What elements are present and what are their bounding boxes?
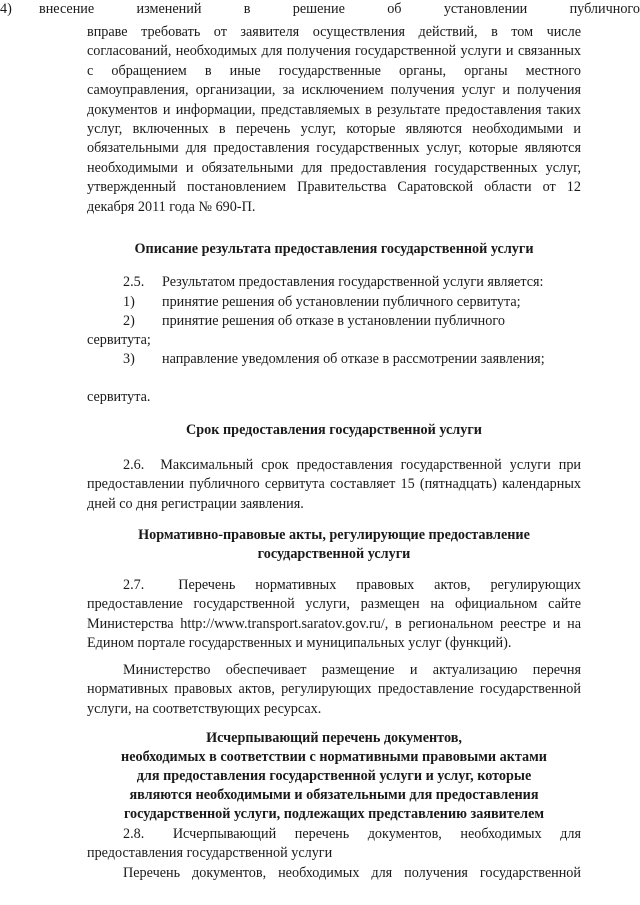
heading-acts-line-2: государственной услуги [257,546,411,562]
paragraph-2-6 [87,456,581,514]
paragraph-text: Результатом предоставления государственной услуги является: [162,274,544,290]
heading-acts-line-1: Нормативно-правовые акты, регулирующие предоставление [138,527,530,543]
paragraph-text: Максимальный срок предоставления государственной услуги при предоставлении публичного сервитута составляет 15 (пятнадцать) календарных дней со дня регистрации заявления. [87,457,582,512]
paragraph-2-8 [87,825,581,864]
list-item-1 [87,293,581,312]
list-number: 2) [123,313,135,329]
heading-docs-line-5: государственной услуги, подлежащих представлению заявителем [123,806,545,822]
list-item-3 [87,350,581,369]
list-number: 1) [123,294,135,310]
paragraph-2-7 [87,576,581,654]
list-text: внесение изменений в решение об установлении публичного [39,1,640,17]
paragraph-text: Перечень нормативных правовых актов, регулирующих предоставление государственной услуги, размещен на официальном сайте Министерства http://www.transport.saratov.gov.ru/, в региональном реестре и на Едином портале государственных и муниципальных услуг (функций). [87,577,582,652]
heading-docs-line-4: являются необходимыми и обязательными для предоставления [129,787,539,803]
heading-term: Срок предоставления государственной услуги [186,422,482,438]
paragraph-number: 2.8. [123,826,145,842]
paragraph-last: Перечень документов, необходимых для получения государственной [123,865,581,881]
heading-docs-line-1: Исчерпывающий перечень документов, [206,730,462,746]
heading-docs-line-2: необходимых в соответствии с нормативными правовыми актами [121,749,547,765]
top-paragraph: вправе требовать от заявителя осуществления действий, в том числе согласований, необходимых для получения государственной услуги и связанных с обращением в иные государственные органы, органы местного самоуправления, организации, за исключением получения услуг и получения документов и информации, представляемых в результате предоставления таких услуг, включенных в перечень услуг, которые являются необходимыми и обязательными для предоставления государственных услуг, которые являются необходимыми и обязательными для предоставления государственных услуг, утвержденный постановлением Правительства Саратовской области от 12 декабря 2011 года № 690-П. [87,24,581,215]
list-text: принятие решения об установлении публичного сервитута; [162,294,521,310]
list-text: направление уведомления об отказе в рассмотрении заявления; [162,351,545,367]
list-text: принятие решения об отказе в установлении публичного [162,313,505,329]
heading-result: Описание результата предоставления государственной услуги [134,241,534,257]
paragraph-2-5 [87,273,581,292]
list-item-4-continued: сервитута. [87,389,151,405]
list-item-2 [87,312,581,331]
list-number: 3) [123,351,135,367]
paragraph-number: 2.6. [123,457,145,473]
list-item-2-continued: сервитута; [87,332,151,348]
paragraph-number: 2.5. [123,274,145,290]
list-number: 4) [0,1,12,17]
heading-docs-line-3: для предоставления государственной услуги и услуг, которые [136,768,532,784]
paragraph-ministry: Министерство обеспечивает размещение и актуализацию перечня нормативных правовых актов, регулирующих предоставление государственной услуги, на соответствующих ресурсах. [87,662,581,717]
paragraph-text: Исчерпывающий перечень документов, необходимых для предоставления государственной услуги [87,826,582,862]
paragraph-number: 2.7. [123,577,145,593]
